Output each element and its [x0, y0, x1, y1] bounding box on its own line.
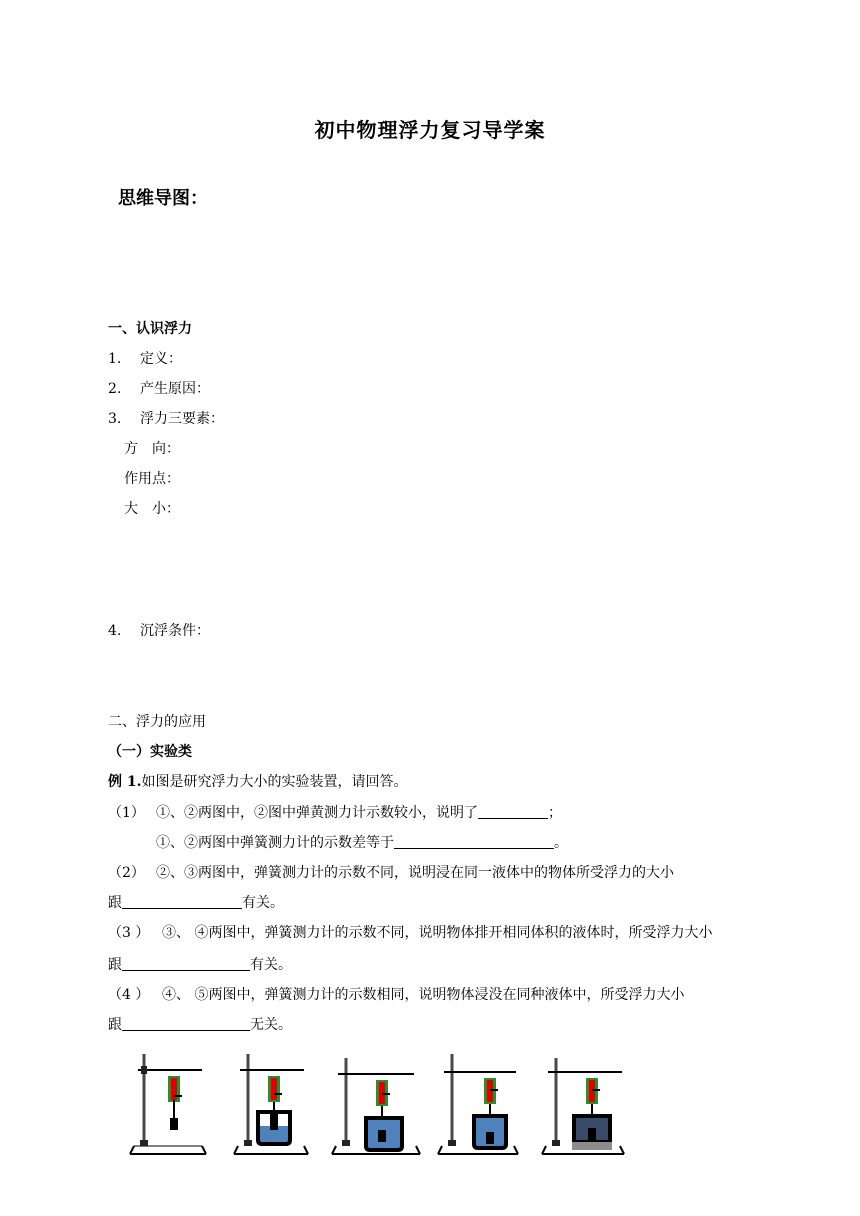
item-text: 产生原因： [140, 381, 210, 397]
question-text: ①、②两图中，②图中弹黄测力计示数较小，说明了 [156, 805, 478, 821]
question-number: （1） [108, 805, 145, 821]
example-text: 如图是研究浮力大小的实验装置，请回答。 [141, 774, 408, 790]
question-2 [108, 862, 674, 882]
figure-1-in-air [130, 1054, 206, 1154]
question-2-cont [108, 892, 284, 912]
figure-3-immersed [332, 1058, 420, 1154]
item-text: 定义： [140, 351, 182, 367]
example-label: 例 1. [108, 774, 142, 790]
question-text: ①、②两图中弹簧测力计的示数差等于 [156, 835, 394, 851]
question-1 [108, 802, 562, 822]
example-1 [108, 771, 408, 791]
item-text: 沉浮条件： [140, 623, 210, 639]
figure-4-immersed-deep [438, 1054, 518, 1154]
section2-subheading: （一）实验类 [108, 744, 192, 760]
punct: ； [548, 805, 562, 821]
question-number: （3 ） [108, 925, 150, 941]
question-4-cont [108, 1014, 292, 1034]
question-text: 有关。 [250, 957, 292, 973]
item-sink-float [108, 620, 210, 640]
question-text: 有关。 [242, 895, 284, 911]
question-3 [108, 922, 712, 942]
item-three-elements [108, 408, 224, 428]
answer-blank[interactable] [122, 894, 242, 909]
punct: 。 [554, 835, 568, 851]
experiment-figures [128, 1050, 638, 1160]
item-number: 3. [108, 411, 122, 427]
question-text: ②、③两图中，弹簧测力计的示数不同，说明浸在同一液体中的物体所受浮力的大小 [156, 865, 674, 881]
mindmap-heading: 思维导图： [118, 188, 208, 209]
sub-item-point: 作用点： [124, 471, 180, 487]
question-text: ③、 ④两图中，弹簧测力计的示数不同，说明物体排开相同体积的液体时，所受浮力大小 [162, 925, 713, 941]
question-4 [108, 984, 684, 1004]
question-text: 跟 [108, 1017, 122, 1033]
item-number: 2. [108, 381, 122, 397]
answer-blank[interactable] [122, 1016, 250, 1031]
item-number: 4. [108, 623, 122, 639]
question-text: 无关。 [250, 1017, 292, 1033]
answer-blank[interactable] [394, 834, 554, 849]
question-1b [156, 832, 568, 852]
figure-2-partial [234, 1054, 308, 1154]
section2-heading: 二、浮力的应用 [108, 714, 206, 730]
answer-blank[interactable] [122, 956, 250, 971]
item-number: 1. [108, 351, 122, 367]
question-text: 跟 [108, 957, 122, 973]
question-number: （4 ） [108, 987, 150, 1003]
sub-item-direction: 方 向： [124, 441, 180, 457]
question-number: （2） [108, 865, 145, 881]
item-text: 浮力三要素： [140, 411, 224, 427]
question-3-cont [108, 954, 292, 974]
question-text: 跟 [108, 895, 122, 911]
item-cause [108, 378, 210, 398]
page-title: 初中物理浮力复习导学案 [314, 118, 546, 142]
section1-heading: 一、认识浮力 [108, 321, 192, 337]
sub-item-magnitude: 大 小： [124, 501, 180, 517]
item-definition [108, 348, 182, 368]
question-text: ④、 ⑤两图中，弹簧测力计的示数相同，说明物体浸没在同种液体中，所受浮力大小 [162, 987, 685, 1003]
figure-5-other-liquid [542, 1058, 624, 1154]
answer-blank[interactable] [478, 804, 548, 819]
